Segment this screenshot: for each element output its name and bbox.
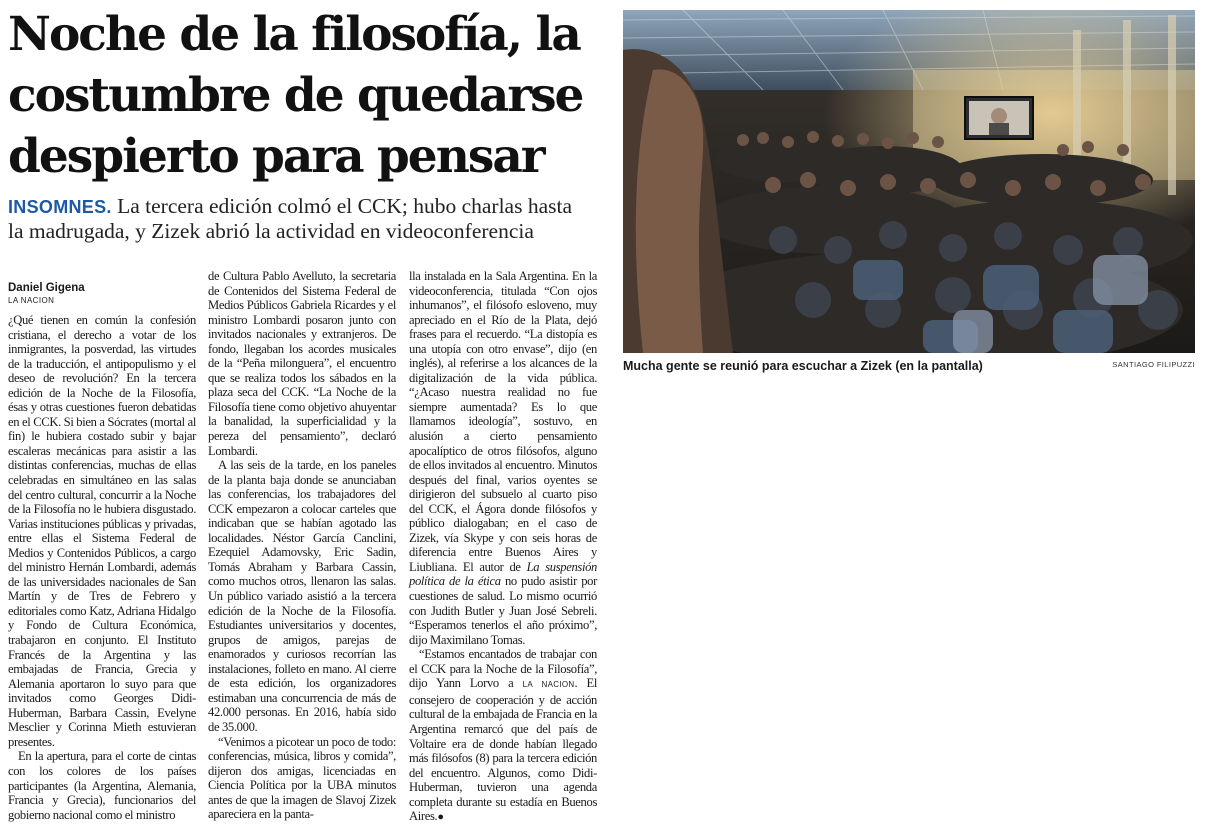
subheadline-line-1 xyxy=(8,194,608,219)
outlet-name: LA NACION xyxy=(8,296,55,305)
end-mark-icon: ● xyxy=(437,811,444,824)
headline-line-3: despierto para pensar xyxy=(8,129,544,184)
paragraph-text: “Estamos encantados de trabajar con el CCK para la Noche de la Filosofía”, dijo Yann Lorvo a xyxy=(409,647,597,691)
photo-credit: SANTIAGO FILIPUZZI xyxy=(1112,360,1195,369)
headline-line-1: Noche de la filosofía, la xyxy=(8,7,580,62)
paragraph-text: . El consejero de cooperación y de acción cultural de la embajada de Francia en la Argentina remarcó que del país de Voltaire era de donde habían llegado más filósofos (8) para la tercera edición del encuentro. Algunos, como Didi-Huberman, tuvieron una agenda completa durante su estadía en Buenos Aires. xyxy=(409,676,597,824)
paragraph-text: lla instalada en la Sala Argentina. En la videoconferencia, titulada “Con ojos inhumanos”, el filósofo esloveno, muy apreciado en el Río de la Plata, dejó frases para el recuerdo. “La distopía es una utopía con otro envase”, dijo (en inglés), al referirse a los alcances de la digitalización de la vida pública. “¿Acaso nuestra realidad no fue siempre aumentada? Es lo que llamamos ideología”, sostuvo, en alusión a cierto pensamiento apocalíptico de otros filósofos, alguno de ellos invitados al encuentro. Minutos después del final, varios oyentes se dirigieron del subsuelo al cuarto piso del CCK, el Ágora donde filósofos y público dialogaban; en el caso de Zizek, vía Skype y con seis horas de diferencia entre Buenos Aires y Liubliana. El autor de xyxy=(409,269,597,574)
paragraph: “Venimos a picotear un poco de todo: conferencias, música, libros y comida”, dijeron dos amigas, licenciadas en Ciencia Política por la UBA minutos antes de que la imagen de Slavoj Zizek apareciera en la panta- xyxy=(208,734,396,822)
author-name: Daniel Gigena xyxy=(8,282,85,294)
headline xyxy=(8,4,608,187)
paragraph: ¿Qué tienen en común la confesión cristiana, el derecho a votar de los inmigrantes, la posverdad, las virtudes de la traducción, el antipopulismo y el deseo de revolución? En la tercera edición de la Noche de la Filosofía, ésas y otras cuestiones fueron debatidas en el CCK. Si bien a Sócrates (mortal al fin) le hubiera costado subir y bajar escaleras mecánicas para asistir a las distintas conferencias, muchas de ellas celebradas en simultáneo en las salas del centro cultural, concurrir a la Noche de la Filosofía no le hubiera disgustado. Varias instituciones públicas y privadas, entre ellas el Sistema Federal de Medios y Contenidos Públicos, a cargo del ministro Hernán Lombardi, además de las universidades nacionales de San Martín y de Tres de Febrero y editoriales como Katz, Adriana Hidalgo y Fondo de Cultura Económica, trabajaron en conjunto. El Instituto Francés de la Argentina y las embajadas de Francia, Grecia y Alemania aportaron lo suyo para que invitados como Georges Didi-Huberman, Barbara Cassin, Evelyne Mesclier y Corinna Mieth estuvieran presentes. xyxy=(8,313,196,749)
paragraph-text: no pudo asistir por cuestiones de salud. Lo mismo ocurrió con Judith Butler y Juan José Sebreli. “Esperamos tenerlos el año próximo”, dijo Maximilano Tomas. xyxy=(409,574,597,647)
subheadline-text-1: La tercera edición colmó el CCK; hubo charlas hasta xyxy=(117,194,573,218)
book-title: La suspensión política de la ética xyxy=(409,559,597,589)
paragraph: de Cultura Pablo Avelluto, la secretaria de Contenidos del Sistema Federal de Medios Públicos Gabriela Ricardes y el ministro Lombardi posaron junto con invitados nacionales y extranjeros. De fondo, llegaban los acordes musicales de la “Peña milonguera”, el encuentro que se realiza todos los sábados en la plaza seca del CCK. “La Noche de la Filosofía tiene como objetivo ahuyentar la banalidad, la superficialidad y la pereza del pensamiento”, declaró Lombardi. xyxy=(208,269,396,458)
paragraph xyxy=(409,269,597,647)
photo-caption xyxy=(623,357,1195,375)
paragraph: A las seis de la tarde, en los paneles de la planta baja donde se anunciaban las conferencias, los trabajadores del CCK empezaron a colocar carteles que indicaban que se habían agotado las localidades. Néstor García Canclini, Ezequiel Adamovsky, Eric Sadin, Tomás Abraham y Barbara Cassin, como muchos otros, llenaron las salas. Un público variado asistió a la tercera edición de la Noche de la Filosofía. Estudiantes universitarios y docentes, grupos de amigos, parejas de enamorados y curiosos recorrían las instalaciones, folleto en mano. Al cierre de esta edición, los organizadores estimaban una concurrencia de más de 42.000 personas. En 2016, había sido de 35.000. xyxy=(208,458,396,734)
subheadline xyxy=(8,194,608,243)
article-column-1 xyxy=(8,313,196,822)
byline xyxy=(8,281,188,306)
paragraph xyxy=(409,647,597,825)
headline-line-2: costumbre de quedarse xyxy=(8,68,583,123)
paragraph: En la apertura, para el corte de cintas con los colores de los países participantes (la Argentina, Alemania, Francia y Grecia), funcionarios del gobierno nacional como el ministro xyxy=(8,749,196,822)
kicker: INSOMNES. xyxy=(8,197,112,217)
subheadline-text-2: la madrugada, y Zizek abrió la actividad en videoconferencia xyxy=(8,219,534,243)
caption-text: Mucha gente se reunió para escuchar a Zizek (en la pantalla) xyxy=(623,359,983,373)
outlet-mention: LA NACION xyxy=(522,680,575,690)
event-photo xyxy=(623,10,1195,353)
article-column-3 xyxy=(409,269,597,825)
event-photo-illustration xyxy=(623,10,1195,353)
article-column-2 xyxy=(208,269,396,822)
